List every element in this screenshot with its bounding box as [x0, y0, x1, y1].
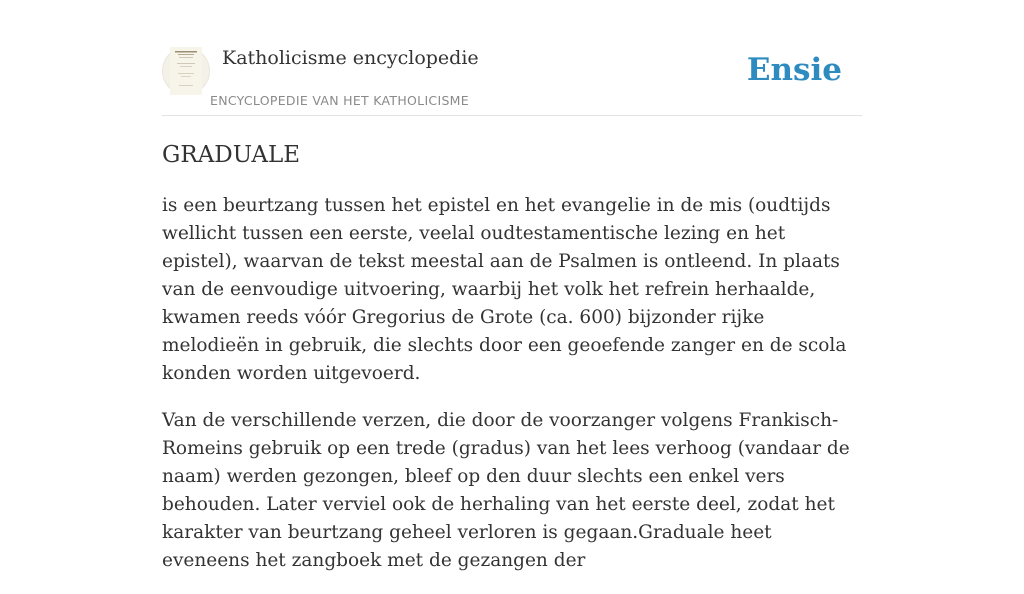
site-header	[162, 0, 862, 116]
page	[162, 0, 862, 571]
book-cover-graphic	[162, 47, 210, 95]
site-title[interactable]: Katholicisme encyclopedie	[222, 47, 479, 69]
brand-logo[interactable]: Ensie	[746, 52, 842, 88]
site-subtitle: ENCYCLOPEDIE VAN HET KATHOLICISME	[210, 93, 469, 108]
entry-title: GRADUALE	[162, 142, 301, 168]
entry-paragraph: is een beurtzang tussen het epistel en het evangelie in de mis (oudtijds wellicht tussen een eerste, veelal oudtestamentische lezing en het epistel), waarvan de tekst meestal aan de Psalmen is ontleend. In plaats van de eenvoudige uitvoering, waarbij het volk het refrein herhaalde, kwamen reeds vóór Gregorius de Grote (ca. 600) bijzonder rijke melodieën in gebruik, die slechts door een geoefende zanger en de scola konden worden uitgevoerd.	[162, 195, 847, 384]
book-cover-icon[interactable]	[162, 47, 210, 95]
entry-body	[162, 192, 862, 594]
entry-paragraph: Van de verschillende verzen, die door de voorzanger volgens Frankisch-Romeins gebruik op een trede (gradus) van het lees verhoog (vandaar de naam) werden gezongen, bleef op den duur slechts een enkel vers behouden. Later verviel ook de herhaling van het eerste deel, zodat het karakter van beurtzang geheel verloren is gegaan.Graduale heet eveneens het zangboek met de gezangen der	[162, 410, 850, 571]
